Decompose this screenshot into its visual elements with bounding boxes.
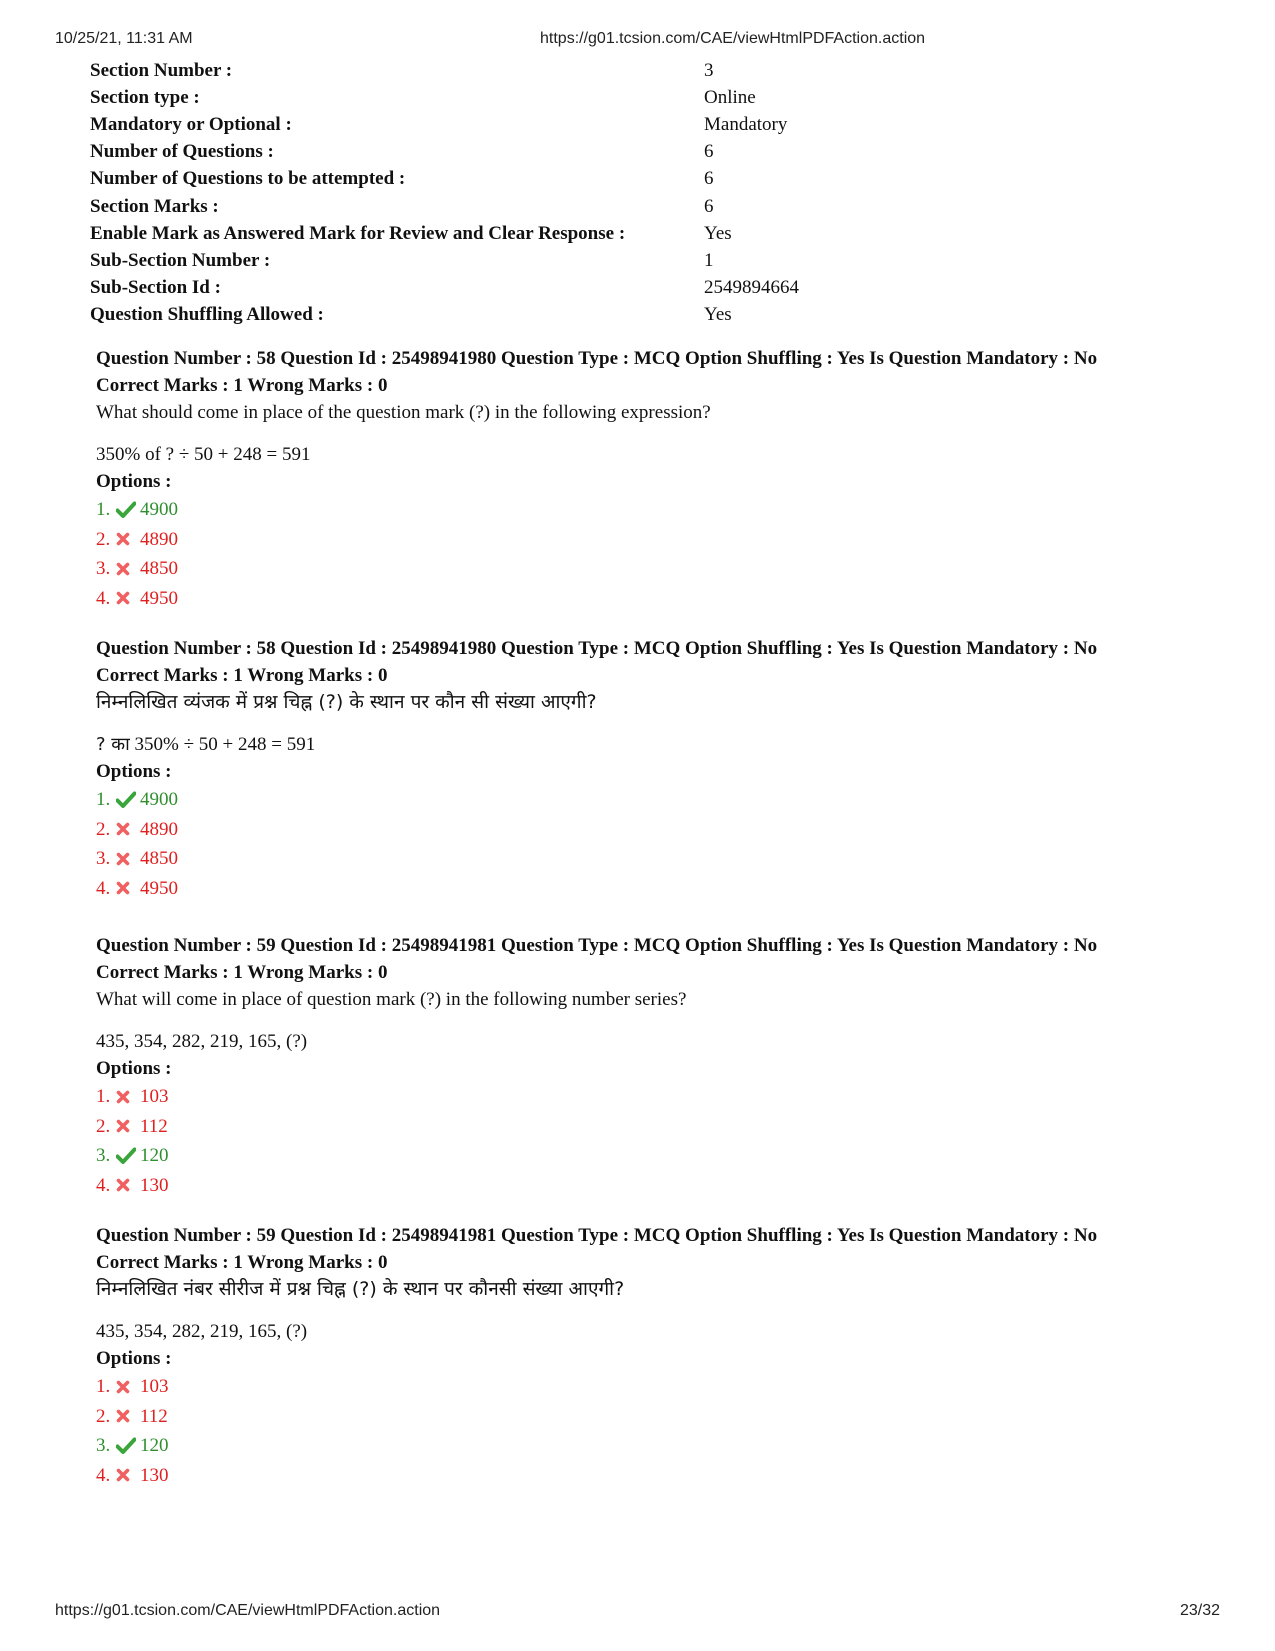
- option-number: 2.: [96, 818, 111, 840]
- option-item: [96, 1372, 1196, 1402]
- section-label: Sub-Section Number :: [90, 249, 271, 271]
- section-row: [90, 193, 799, 220]
- section-row: [90, 139, 799, 166]
- section-label: Section Number :: [90, 59, 233, 81]
- option-item: [96, 1431, 1196, 1461]
- cross-icon: [116, 1409, 140, 1423]
- page-number: 23/32: [1180, 1602, 1221, 1619]
- question-expression: 435, 354, 282, 219, 165, (?): [96, 1321, 308, 1342]
- option-value: 4850: [140, 558, 178, 579]
- section-value: 2549894664: [704, 277, 799, 299]
- section-label: Number of Questions to be attempted :: [90, 168, 406, 190]
- cross-icon: [116, 1380, 140, 1394]
- cross-icon: [116, 881, 140, 895]
- section-label: Sub-Section Id :: [90, 277, 221, 299]
- option-value: 4890: [140, 528, 178, 550]
- section-label: Enable Mark as Answered Mark for Review and Clear Response :: [90, 222, 626, 244]
- option-number: 3.: [96, 558, 111, 579]
- options-list: [96, 1082, 1196, 1200]
- section-value: Mandatory: [704, 113, 788, 135]
- question-marks: Correct Marks : 1 Wrong Marks : 0: [96, 1252, 388, 1273]
- section-label: Mandatory or Optional :: [90, 113, 292, 135]
- section-value: 6: [704, 141, 714, 163]
- question-text: निम्नलिखित व्यंजक में प्रश्न चिह्न (?) के स्थान पर कौन सी संख्या आएगी?: [96, 691, 597, 713]
- question-marks: Correct Marks : 1 Wrong Marks : 0: [96, 665, 388, 686]
- section-label: Section type :: [90, 86, 200, 108]
- option-item: [96, 525, 1196, 555]
- option-number: 1.: [96, 1376, 111, 1397]
- option-value: 4900: [140, 789, 178, 810]
- option-value: 130: [140, 1464, 169, 1486]
- question-block: [96, 345, 1196, 613]
- options-label: Options :: [96, 1058, 172, 1079]
- option-item: [96, 874, 1196, 904]
- cross-icon: [116, 1119, 140, 1133]
- option-number: 2.: [96, 1405, 111, 1427]
- option-value: 4900: [140, 499, 178, 520]
- option-value: 103: [140, 1376, 169, 1397]
- option-item: [96, 844, 1196, 874]
- options-list: [96, 1372, 1196, 1490]
- option-item: [96, 1461, 1196, 1491]
- question-marks: Correct Marks : 1 Wrong Marks : 0: [96, 962, 388, 983]
- section-row: [90, 275, 799, 302]
- cross-icon: [116, 852, 140, 866]
- option-value: 120: [140, 1145, 169, 1166]
- cross-icon: [116, 562, 140, 576]
- option-item: [96, 785, 1196, 815]
- option-item: [96, 1112, 1196, 1142]
- print-footer-url: https://g01.tcsion.com/CAE/viewHtmlPDFAction.action: [55, 1602, 441, 1619]
- options-label: Options :: [96, 471, 172, 492]
- option-item: [96, 815, 1196, 845]
- cross-icon: [116, 1468, 140, 1482]
- question-block: [96, 635, 1196, 903]
- option-value: 4950: [140, 877, 178, 899]
- option-number: 3.: [96, 848, 111, 869]
- question-meta: Question Number : 58 Question Id : 25498941980 Question Type : MCQ Option Shuffling : Yes Is Question Mandatory : No: [96, 348, 1098, 369]
- section-info-table: [90, 57, 799, 329]
- question-meta: Question Number : 59 Question Id : 25498941981 Question Type : MCQ Option Shuffling : Yes Is Question Mandatory : No: [96, 1225, 1098, 1246]
- section-value: 6: [704, 195, 714, 217]
- option-value: 4850: [140, 848, 178, 869]
- option-item: [96, 554, 1196, 584]
- options-label: Options :: [96, 1348, 172, 1369]
- section-value: Yes: [704, 222, 732, 244]
- option-number: 1.: [96, 1086, 111, 1107]
- section-row: [90, 247, 799, 274]
- option-value: 4950: [140, 587, 178, 609]
- option-value: 120: [140, 1435, 169, 1456]
- question-meta: Question Number : 59 Question Id : 25498941981 Question Type : MCQ Option Shuffling : Yes Is Question Mandatory : No: [96, 935, 1098, 956]
- cross-icon: [116, 1090, 140, 1104]
- option-item: [96, 1171, 1196, 1201]
- option-number: 4.: [96, 1464, 111, 1486]
- option-item: [96, 1402, 1196, 1432]
- section-value: 1: [704, 249, 714, 271]
- section-row: [90, 57, 799, 84]
- cross-icon: [116, 532, 140, 546]
- expression-body: 350% ÷ 50 + 248 = 591: [134, 734, 316, 755]
- section-label: Question Shuffling Allowed :: [90, 304, 324, 326]
- section-row: [90, 302, 799, 329]
- option-number: 3.: [96, 1435, 111, 1456]
- expression-prefix: ? का: [96, 734, 130, 755]
- option-item: [96, 584, 1196, 614]
- option-number: 1.: [96, 499, 111, 520]
- option-value: 112: [140, 1405, 168, 1427]
- section-value: 3: [704, 59, 714, 81]
- cross-icon: [116, 822, 140, 836]
- section-value: Online: [704, 86, 756, 108]
- option-value: 112: [140, 1115, 168, 1137]
- option-value: 4890: [140, 818, 178, 840]
- option-value: 130: [140, 1174, 169, 1196]
- options-list: [96, 785, 1196, 903]
- section-row: [90, 220, 799, 247]
- section-label: Section Marks :: [90, 195, 219, 217]
- option-number: 4.: [96, 1174, 111, 1196]
- check-icon: [116, 1437, 140, 1455]
- print-datetime: 10/25/21, 11:31 AM: [55, 30, 193, 47]
- option-item: [96, 1082, 1196, 1112]
- section-value: Yes: [704, 304, 732, 326]
- question-block: [96, 1222, 1196, 1490]
- section-value: 6: [704, 168, 714, 190]
- question-text: What should come in place of the question mark (?) in the following expression?: [96, 402, 711, 423]
- cross-icon: [116, 591, 140, 605]
- option-number: 4.: [96, 587, 111, 609]
- check-icon: [116, 501, 140, 519]
- question-marks: Correct Marks : 1 Wrong Marks : 0: [96, 375, 388, 396]
- section-row: [90, 84, 799, 111]
- section-row: [90, 166, 799, 193]
- option-number: 1.: [96, 789, 111, 810]
- question-meta: Question Number : 58 Question Id : 25498941980 Question Type : MCQ Option Shuffling : Yes Is Question Mandatory : No: [96, 638, 1098, 659]
- options-label: Options :: [96, 761, 172, 782]
- question-expression: 435, 354, 282, 219, 165, (?): [96, 1031, 308, 1052]
- section-row: [90, 111, 799, 138]
- option-number: 3.: [96, 1145, 111, 1166]
- option-number: 4.: [96, 877, 111, 899]
- option-item: [96, 1141, 1196, 1171]
- question-text: निम्नलिखित नंबर सीरीज में प्रश्न चिह्न (?) के स्थान पर कौनसी संख्या आएगी?: [96, 1278, 625, 1300]
- options-list: [96, 495, 1196, 613]
- question-text: What will come in place of question mark (?) in the following number series?: [96, 989, 687, 1010]
- option-number: 2.: [96, 1115, 111, 1137]
- option-item: [96, 495, 1196, 525]
- question-expression: 350% of ? ÷ 50 + 248 = 591: [96, 444, 311, 465]
- print-header-url: https://g01.tcsion.com/CAE/viewHtmlPDFAction.action: [540, 30, 926, 47]
- section-label: Number of Questions :: [90, 141, 274, 163]
- option-number: 2.: [96, 528, 111, 550]
- option-value: 103: [140, 1086, 169, 1107]
- cross-icon: [116, 1178, 140, 1192]
- question-expression: [96, 731, 1196, 758]
- question-block: [96, 932, 1196, 1200]
- check-icon: [116, 1147, 140, 1165]
- check-icon: [116, 791, 140, 809]
